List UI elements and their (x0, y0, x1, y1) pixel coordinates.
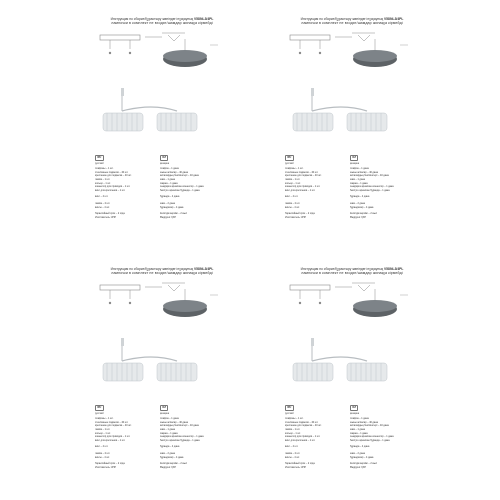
parts-row: лампа – 2 шт. (95, 451, 111, 455)
parts-row: кольцо – 1 шт. (285, 431, 301, 435)
parts-row: бекітуге арналған бұранда – 1 дана (350, 438, 390, 442)
warranty-text: Гарантийный срок – 2 года (285, 212, 315, 216)
header-subtitle: лампочки в комплект не входят/шамдар жинаққа кірмейді (111, 271, 213, 275)
assembly-diagram (90, 27, 230, 72)
parts-row: кольцо – 1 шт. (95, 431, 111, 435)
language-label: қазақша (350, 411, 360, 415)
parts-row: бекітуге арналған бұранда – 1 дана (350, 188, 390, 192)
parts-row: лампа – 1 шт. (285, 177, 301, 181)
language-label: қазақша (350, 161, 360, 165)
parts-row: винт – 4 шт. (285, 445, 299, 449)
parts-row: крепление для подвески – 40 шт. (95, 174, 132, 178)
parts-row: лампа – 2 шт. (285, 201, 301, 205)
parts-row: сымдарға арналған коннектор – 1 дана (160, 185, 204, 189)
manufacturer-text: Изготовитель: КНР (95, 215, 116, 219)
parts-row: плафоны – 1 шт. (95, 167, 114, 171)
parts-row: аспалардың бекіткіштері – 40 дана (350, 424, 389, 428)
parts-row: сымдарға арналған коннектор – 1 дана (350, 435, 394, 439)
panel-header (87, 267, 237, 275)
instruction-panel (65, 255, 235, 480)
parts-row: стеклянные подвески – 40 шт. (95, 420, 129, 424)
instruction-panel (65, 5, 235, 230)
parts-column-kz (160, 405, 225, 469)
chandelier-illustration (97, 83, 207, 138)
parts-row: плафоны – 1 шт. (285, 417, 304, 421)
assembly-diagram (280, 27, 420, 72)
warranty-text: Кепілдік мерзімі – 2 жыл (160, 212, 188, 216)
parts-row: стеклянные подвески – 40 шт. (285, 170, 319, 174)
parts-row: сымдарға арналған коннектор – 1 дана (160, 435, 204, 439)
parts-row: сымдарға арналған коннектор – 1 дана (350, 185, 394, 189)
language-badge: RU (285, 405, 294, 411)
header-sku: V5894-3/4PL (193, 17, 214, 21)
language-badge: RU (95, 405, 104, 411)
parts-column-kz (350, 155, 415, 219)
parts-row: винты – 4 шт. (285, 205, 300, 209)
chandelier-illustration (97, 333, 207, 388)
parts-row: кольцо – 1 шт. (95, 181, 111, 185)
panel-header (277, 17, 427, 25)
parts-row: шам – 1 дана (160, 427, 175, 431)
parts-row: сақина – 1 дана (160, 181, 178, 185)
parts-row: шам – 2 дана (160, 201, 175, 205)
parts-column-ru (285, 405, 350, 469)
manufacturer-text: Өндіруші: ҚХР (160, 465, 176, 469)
parts-row: коннектор для проводов – 1 шт. (95, 435, 131, 439)
parts-row: бұранда – 4 дана (350, 445, 370, 449)
assembly-diagram (90, 277, 230, 322)
parts-row: шам – 2 дана (350, 451, 365, 455)
parts-row: плафон – 1 дана (350, 167, 369, 171)
parts-list (95, 405, 230, 485)
warranty-text: Гарантийный срок – 2 года (95, 462, 125, 466)
parts-column-ru (285, 155, 350, 219)
language-badge: KZ (350, 405, 358, 411)
parts-row: плафон – 1 дана (350, 417, 369, 421)
header-subtitle: лампочки в комплект не входят/шамдар жинаққа кірмейді (301, 271, 403, 275)
language-badge: RU (285, 155, 294, 161)
parts-row: шам – 1 дана (350, 177, 365, 181)
header-subtitle: лампочки в комплект не входят/шамдар жинаққа кірмейді (111, 21, 213, 25)
manufacturer-text: Изготовитель: КНР (285, 465, 306, 469)
parts-row: аспалардың бекіткіштері – 40 дана (160, 424, 199, 428)
parts-list (285, 405, 420, 485)
parts-column-kz (350, 405, 415, 469)
language-label: русский (95, 411, 104, 415)
panel-header (87, 17, 237, 25)
parts-row: бекітуге арналған бұранда – 1 дана (160, 438, 200, 442)
language-label: русский (95, 161, 104, 165)
manufacturer-text: Өндіруші: ҚХР (350, 465, 366, 469)
parts-row: винты – 4 шт. (95, 205, 110, 209)
parts-row: винты – 4 шт. (95, 455, 110, 459)
parts-list (285, 155, 420, 235)
parts-row: шыны аспалар – 40 дана (160, 170, 188, 174)
parts-row: лампа – 2 шт. (95, 201, 111, 205)
parts-row: винт для крепления – 1 шт. (285, 438, 316, 442)
parts-row: бұрандалар – 4 дана (350, 455, 374, 459)
parts-row: стеклянные подвески – 40 шт. (95, 170, 129, 174)
parts-column-kz (160, 155, 225, 219)
parts-row: крепление для подвески – 40 шт. (285, 424, 322, 428)
language-badge: RU (95, 155, 104, 161)
chandelier-illustration (287, 83, 397, 138)
parts-row: аспалардың бекіткіштері – 40 дана (350, 174, 389, 178)
parts-row: коннектор для проводов – 1 шт. (95, 185, 131, 189)
header-prefix: Инструкция по сборке/Құрастыру жөніндегі нұсқаулық (300, 267, 384, 271)
warranty-text: Гарантийный срок – 2 года (285, 462, 315, 466)
manufacturer-text: Өндіруші: ҚХР (160, 215, 176, 219)
parts-row: шам – 2 дана (160, 451, 175, 455)
instruction-panel (255, 255, 425, 480)
parts-row: шыны аспалар – 40 дана (350, 170, 378, 174)
chandelier-illustration (287, 333, 397, 388)
parts-row: лампа – 2 шт. (285, 451, 301, 455)
parts-row: лампа – 1 шт. (285, 427, 301, 431)
parts-list (95, 155, 230, 235)
parts-row: бұрандалар – 4 дана (350, 205, 374, 209)
parts-row: шыны аспалар – 40 дана (160, 420, 188, 424)
parts-row: лампа – 1 шт. (95, 177, 111, 181)
parts-row: бұрандалар – 4 дана (160, 455, 184, 459)
parts-row: винт для крепления – 1 шт. (95, 438, 126, 442)
parts-row: аспалардың бекіткіштері – 40 дана (160, 174, 199, 178)
parts-row: плафон – 1 дана (160, 167, 179, 171)
parts-row: бұранда – 4 дана (160, 195, 180, 199)
parts-row: винт – 4 шт. (95, 195, 109, 199)
language-label: русский (285, 161, 294, 165)
header-prefix: Инструкция по сборке/Құрастыру жөніндегі нұсқаулық (110, 267, 194, 271)
parts-row: винт для крепления – 1 шт. (285, 188, 316, 192)
header-prefix: Инструкция по сборке/Құрастыру жөніндегі нұсқаулық (110, 17, 194, 21)
warranty-text: Кепілдік мерзімі – 2 жыл (350, 212, 378, 216)
parts-row: винт – 4 шт. (95, 445, 109, 449)
language-badge: KZ (160, 155, 168, 161)
language-badge: KZ (160, 405, 168, 411)
warranty-text: Гарантийный срок – 2 года (95, 212, 125, 216)
assembly-diagram (280, 277, 420, 322)
header-sku: V5894-3/4PL (383, 17, 404, 21)
parts-row: плафон – 1 дана (160, 417, 179, 421)
parts-column-ru (95, 405, 160, 469)
header-subtitle: лампочки в комплект не входят/шамдар жинаққа кірмейді (301, 21, 403, 25)
parts-row: кольцо – 1 шт. (285, 181, 301, 185)
parts-row: бекітуге арналған бұранда – 1 дана (160, 188, 200, 192)
language-badge: KZ (350, 155, 358, 161)
warranty-text: Кепілдік мерзімі – 2 жыл (350, 462, 378, 466)
parts-row: стеклянные подвески – 40 шт. (285, 420, 319, 424)
parts-row: бұрандалар – 4 дана (160, 205, 184, 209)
language-label: русский (285, 411, 294, 415)
parts-row: шам – 1 дана (350, 427, 365, 431)
parts-row: плафоны – 1 шт. (95, 417, 114, 421)
parts-row: шам – 1 дана (160, 177, 175, 181)
parts-row: винт для крепления – 1 шт. (95, 188, 126, 192)
manufacturer-text: Өндіруші: ҚХР (350, 215, 366, 219)
parts-row: сақина – 1 дана (350, 431, 368, 435)
parts-row: винты – 4 шт. (285, 455, 300, 459)
parts-row: шыны аспалар – 40 дана (350, 420, 378, 424)
parts-row: сақина – 1 дана (350, 181, 368, 185)
manufacturer-text: Изготовитель: КНР (95, 465, 116, 469)
language-label: қазақша (160, 411, 170, 415)
manufacturer-text: Изготовитель: КНР (285, 215, 306, 219)
parts-row: лампа – 1 шт. (95, 427, 111, 431)
header-prefix: Инструкция по сборке/Құрастыру жөніндегі нұсқаулық (300, 17, 384, 21)
parts-row: крепление для подвески – 40 шт. (285, 174, 322, 178)
panel-header (277, 267, 427, 275)
instruction-panel (255, 5, 425, 230)
parts-row: бұранда – 4 дана (350, 195, 370, 199)
parts-row: коннектор для проводов – 1 шт. (285, 185, 321, 189)
language-label: қазақша (160, 161, 170, 165)
header-sku: V5894-3/4PL (383, 267, 404, 271)
parts-row: бұранда – 4 дана (160, 445, 180, 449)
header-sku: V5894-3/4PL (193, 267, 214, 271)
parts-row: шам – 2 дана (350, 201, 365, 205)
warranty-text: Кепілдік мерзімі – 2 жыл (160, 462, 188, 466)
parts-column-ru (95, 155, 160, 219)
parts-row: коннектор для проводов – 1 шт. (285, 435, 321, 439)
parts-row: крепление для подвески – 40 шт. (95, 424, 132, 428)
parts-row: сақина – 1 дана (160, 431, 178, 435)
parts-row: винт – 4 шт. (285, 195, 299, 199)
parts-row: плафоны – 1 шт. (285, 167, 304, 171)
